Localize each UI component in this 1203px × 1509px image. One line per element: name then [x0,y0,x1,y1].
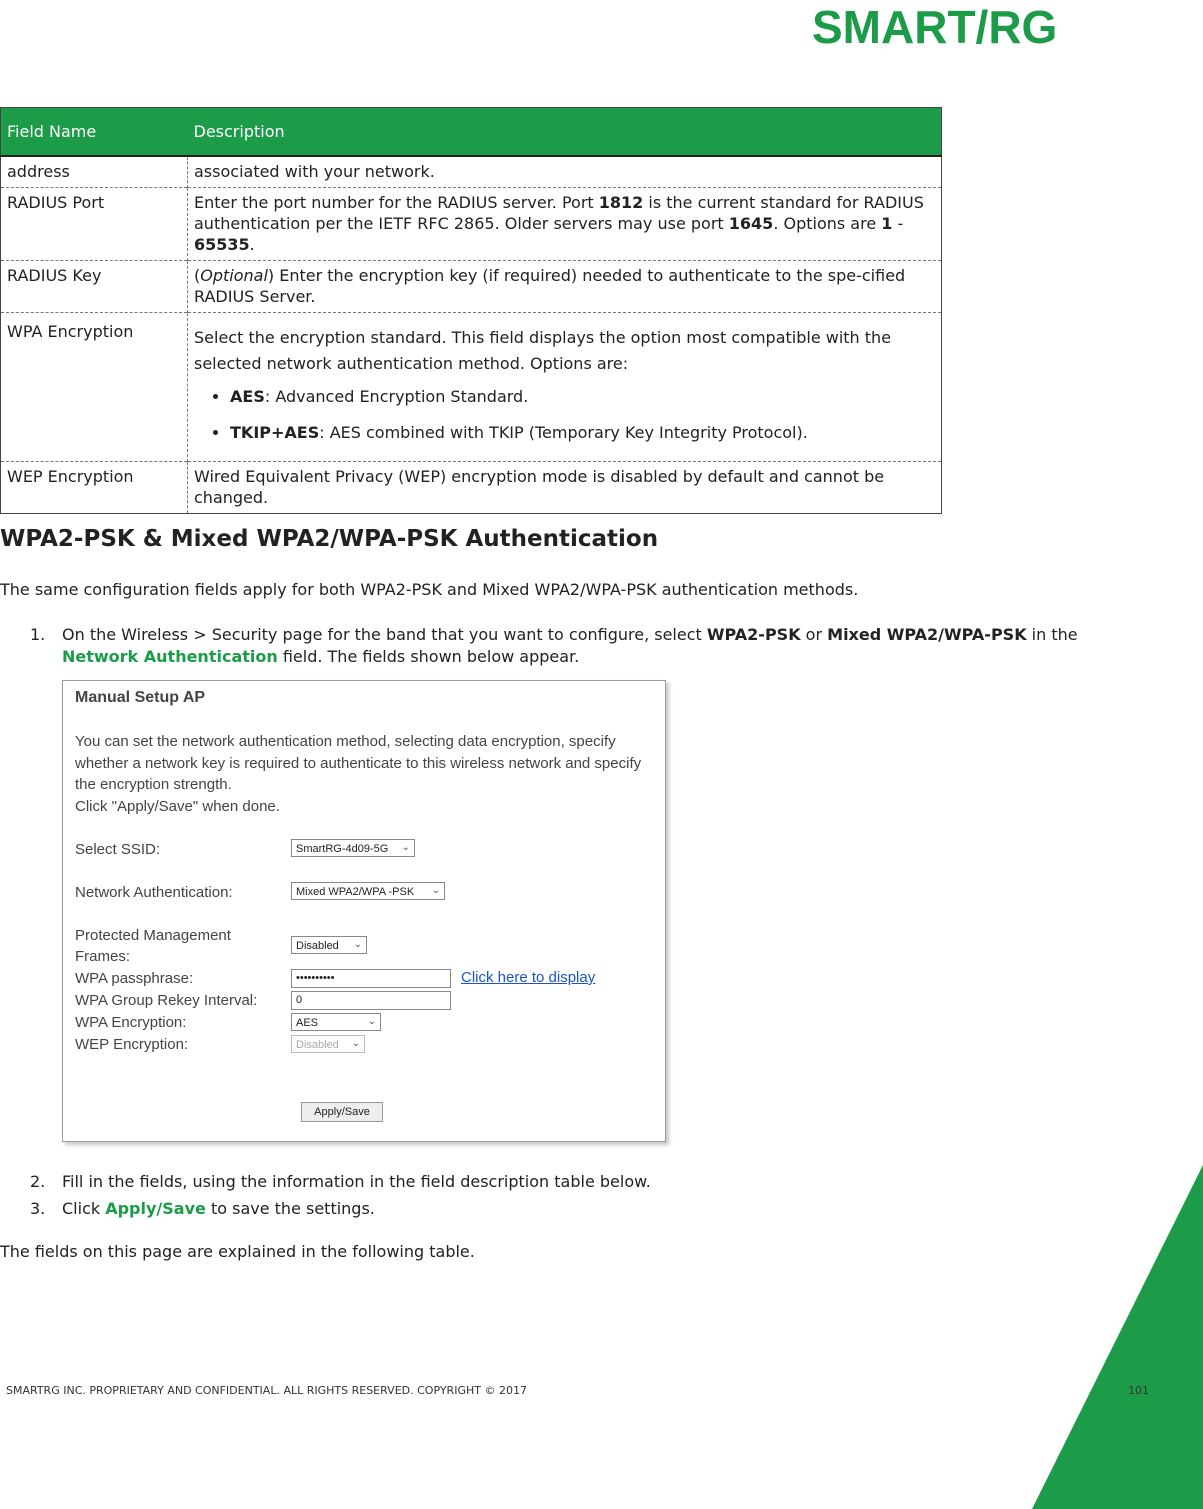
wpa-encryption-select[interactable]: AES ⌄ [291,1013,381,1031]
options-list [194,384,935,446]
section-heading: WPA2-PSK & Mixed WPA2/WPA-PSK Authentication [0,526,659,552]
field-description: Select the encryption standard. This field displays the option most compatible with the selected network authentication method. Options are: • AES: Advanced Encryption Standard. • TKIP+AES: AES combined with TKIP (Temporary Key Integrity Protocol). [188,313,942,462]
apply-save-button[interactable]: Apply/Save [301,1102,383,1122]
rekey-interval-input[interactable]: 0 [291,991,451,1010]
table-row [1,261,942,313]
footer-copyright: SMARTRG INC. PROPRIETARY AND CONFIDENTIAL. ALL RIGHTS RESERVED. COPYRIGHT © 2017 [6,1384,527,1397]
passphrase-label: WPA passphrase: [75,970,194,987]
display-passphrase-link[interactable]: Click here to display [461,969,596,986]
section-intro: The same configuration fields apply for both WPA2-PSK and Mixed WPA2/WPA-PSK authentication methods. [0,580,859,599]
table-row [1,156,942,188]
smartrg-logo: SMART/RG [812,1,1058,53]
header-field-name: Field Name [1,108,188,157]
table-row [1,313,942,462]
manual-setup-ap-screenshot [62,680,666,1142]
ssid-label: Select SSID: [75,841,161,858]
wep-encryption-label: WEP Encryption: [75,1036,189,1053]
table-header-row [1,108,942,157]
page-number: 101 [1128,1384,1149,1397]
field-name: RADIUS Key [1,261,188,313]
field-description-table [0,107,942,514]
field-description: (Optional) Enter the encryption key (if required) needed to authenticate to the spe-cified RADIUS Server. [188,261,942,313]
pmf-select[interactable]: Disabled ⌄ [291,936,367,954]
passphrase-input[interactable]: •••••••••• [291,969,451,988]
wpa-encryption-label: WPA Encryption: [75,1014,187,1031]
field-name: WPA Encryption [1,313,188,462]
field-description: Enter the port number for the RADIUS server. Port 1812 is the current standard for RADIUS authentication per the IETF RFC 2865. Older servers may use port 1645. Options are 1 - 65535. [188,188,942,261]
header-description: Description [188,108,942,157]
table-row [1,188,942,261]
screenshot-title: Manual Setup AP [75,689,206,706]
list-item: • TKIP+AES: AES combined with TKIP (Temporary Key Integrity Protocol). [230,420,935,446]
field-name: address [1,156,188,188]
section-outro: The fields on this page are explained in the following table. [0,1242,475,1261]
chevron-down-icon: ⌄ [431,885,440,896]
field-description: Wired Equivalent Privacy (WEP) encryption mode is disabled by default and cannot be changed. [188,462,942,514]
chevron-down-icon: ⌄ [367,1016,376,1027]
table-row [1,462,942,514]
field-description: associated with your network. [194,162,435,181]
chevron-down-icon: ⌄ [401,842,410,853]
network-auth-label: Network Authentication: [75,884,233,901]
chevron-down-icon: ⌄ [353,939,362,950]
pmf-label: Protected Management Frames: [75,927,231,965]
wep-encryption-select: Disabled ⌄ [291,1035,365,1053]
rekey-label: WPA Group Rekey Interval: [75,992,258,1009]
screenshot-intro: You can set the network authentication method, selecting data encryption, specify whether a network key is required to authenticate to this wireless network and specify the encryption strength. Click "Apply/Save" when done. [75,733,642,815]
chevron-down-icon: ⌄ [351,1038,360,1049]
ssid-select[interactable]: SmartRG-4d09-5G ⌄ [291,839,415,857]
list-item: • AES: Advanced Encryption Standard. [230,384,935,410]
field-name: RADIUS Port [1,188,188,261]
field-name: WEP Encryption [1,462,188,514]
network-auth-select[interactable]: Mixed WPA2/WPA -PSK ⌄ [291,882,445,900]
